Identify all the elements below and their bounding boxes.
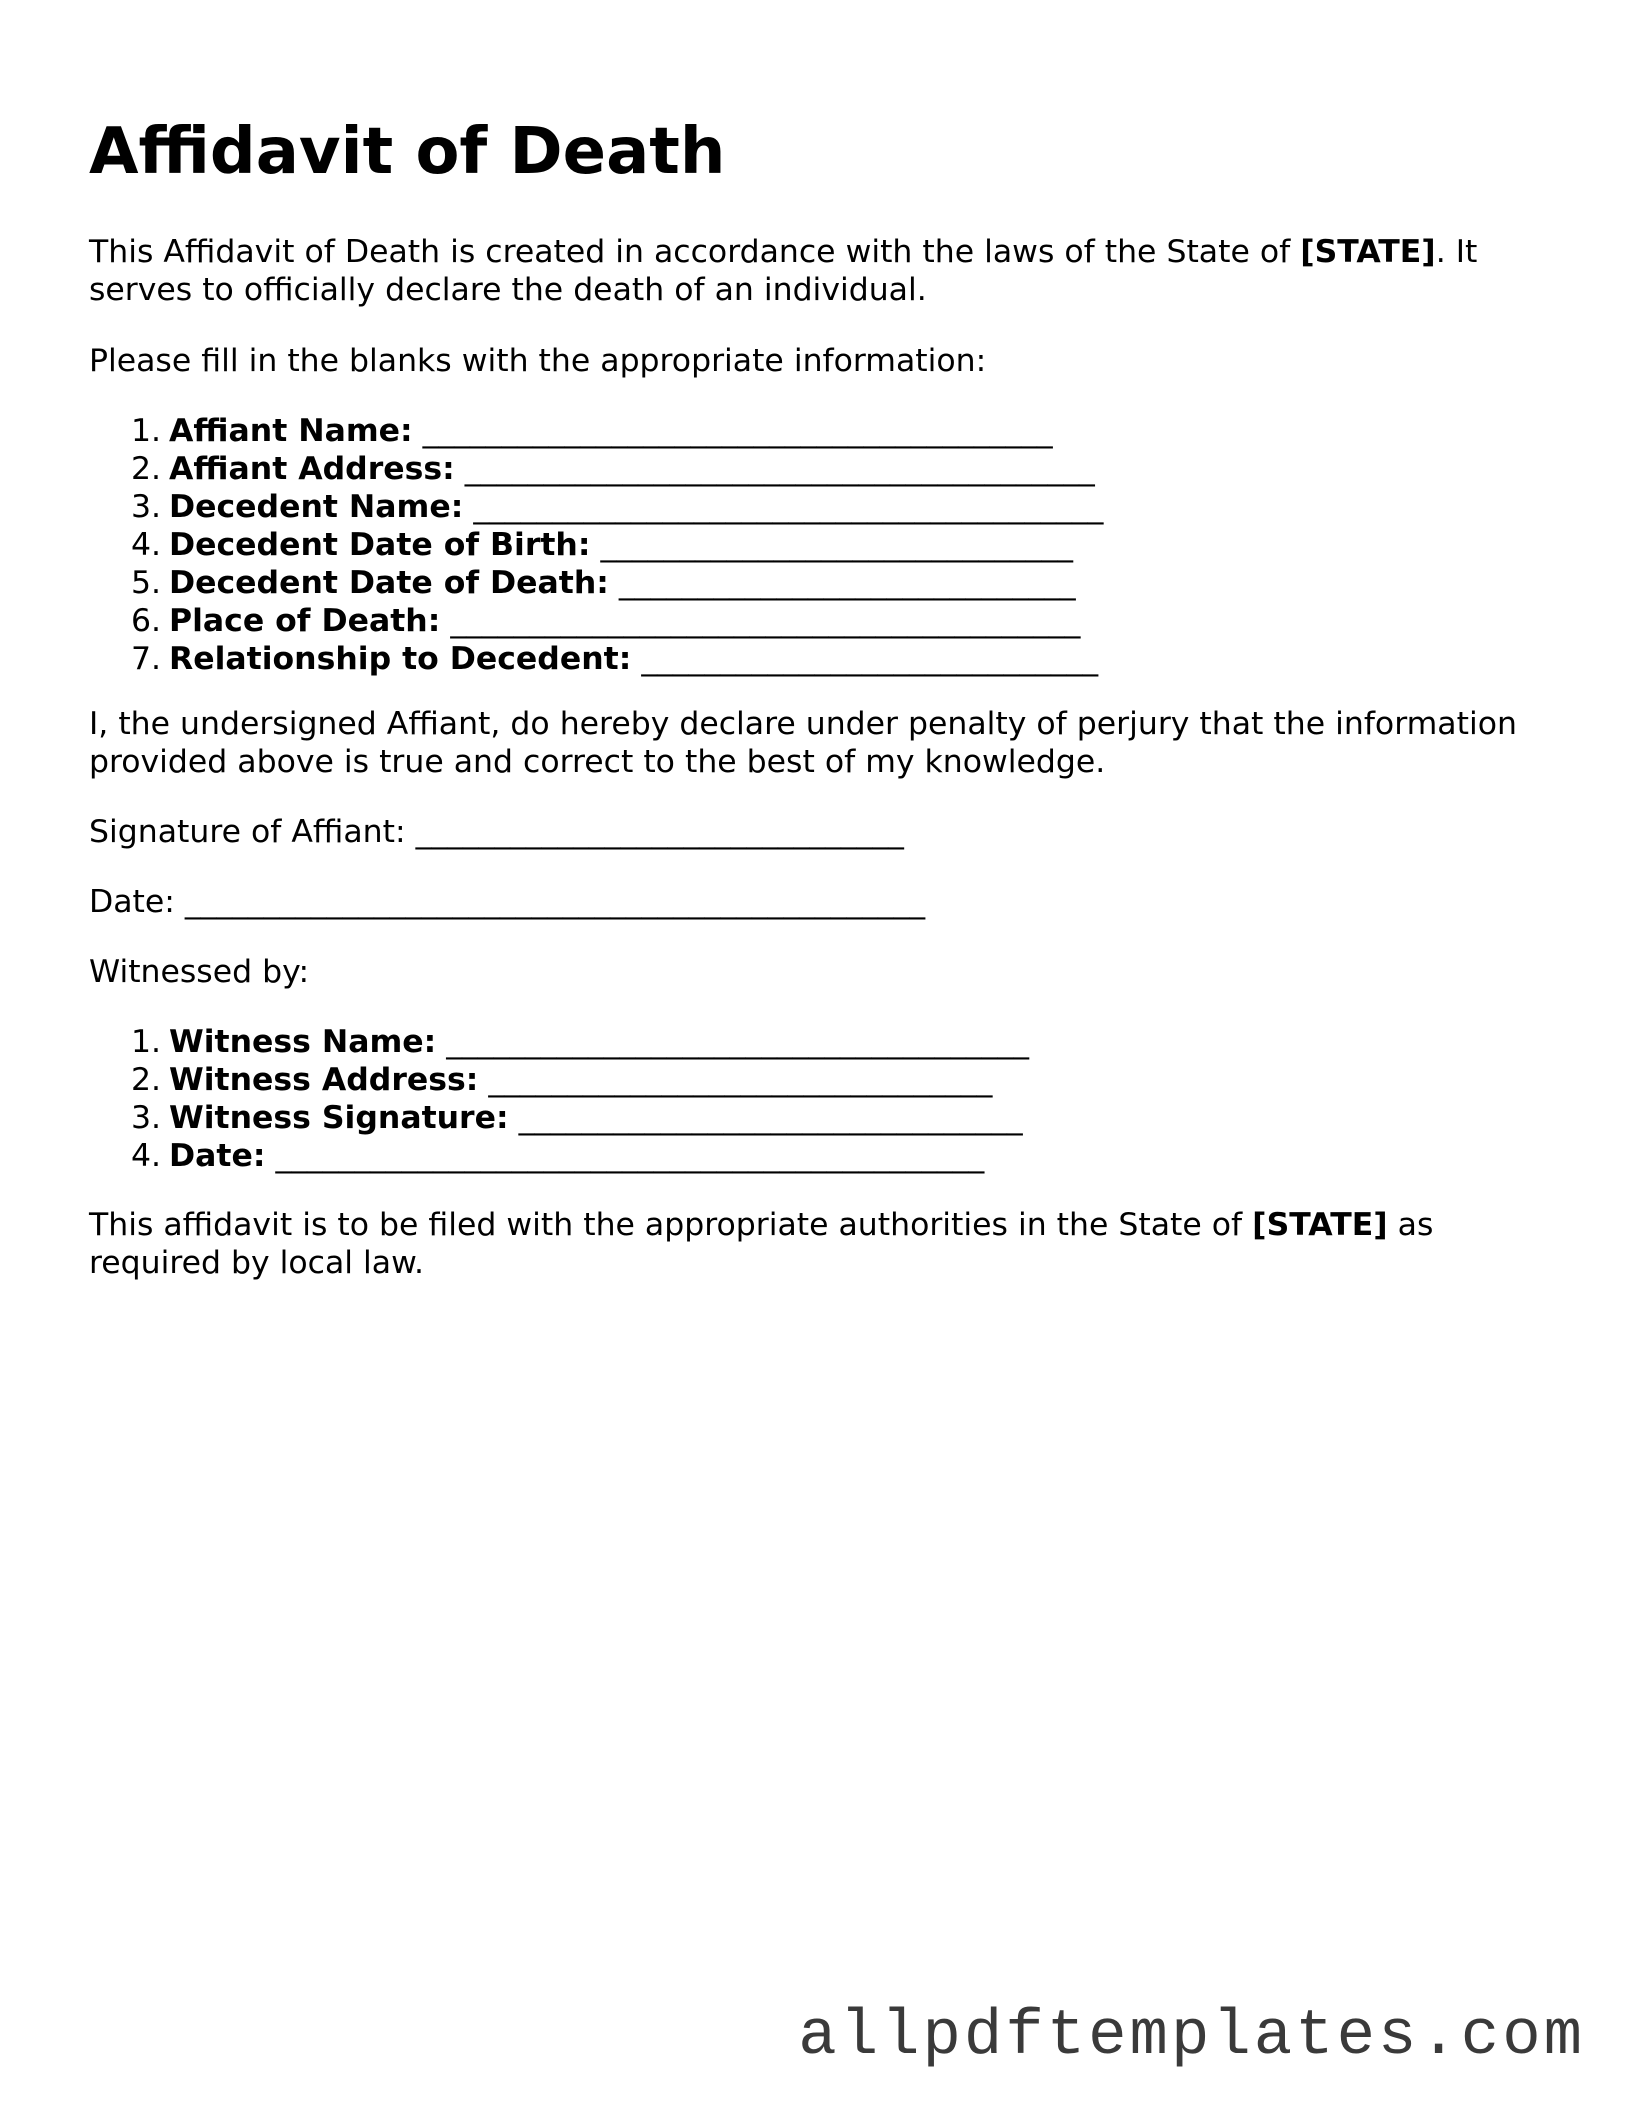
- date-label: Date:: [89, 884, 175, 920]
- field-label: Witness Signature:: [169, 1100, 509, 1136]
- intro-state-placeholder: [STATE]: [1300, 234, 1436, 270]
- list-number: 6.: [130, 603, 161, 639]
- list-number: 5.: [130, 565, 161, 601]
- signature-line: [89, 813, 1569, 851]
- document-title: Affidavit of Death: [89, 115, 726, 189]
- closing-state-placeholder: [STATE]: [1252, 1207, 1388, 1243]
- field-label: Decedent Date of Death:: [169, 565, 609, 601]
- field-label: Relationship to Decedent:: [169, 641, 632, 677]
- field-label: Affiant Address:: [169, 451, 455, 487]
- fill-blank[interactable]: ________________________________: [488, 1062, 993, 1098]
- field-label: Date:: [169, 1138, 266, 1174]
- fill-blank[interactable]: ______________________________: [600, 527, 1073, 563]
- fill-blank[interactable]: ________________________________________: [464, 451, 1095, 487]
- field-witness-date: [89, 1137, 1029, 1175]
- signature-blank[interactable]: _______________________________: [415, 814, 904, 850]
- list-number: 2.: [130, 1062, 161, 1098]
- witnessed-by-label: Witnessed by:: [89, 954, 310, 990]
- fill-blank[interactable]: ________________________________________: [422, 413, 1053, 449]
- fill-blank[interactable]: _____________________________________________: [275, 1138, 985, 1174]
- intro-paragraph: [89, 233, 1569, 309]
- closing-paragraph: [89, 1206, 1569, 1282]
- field-label: Witness Name:: [169, 1024, 437, 1060]
- field-decedent-dod: [89, 564, 1103, 602]
- list-number: 1.: [130, 413, 161, 449]
- field-label: Decedent Date of Birth:: [169, 527, 591, 563]
- date-line: [89, 883, 1569, 921]
- field-affiant-address: [89, 450, 1103, 488]
- closing-text-before: This affidavit is to be filed with the appropriate authorities in the State of: [89, 1207, 1253, 1243]
- field-relationship: [89, 640, 1103, 678]
- affiant-fields-list: [89, 412, 1103, 678]
- field-witness-signature: [89, 1099, 1029, 1137]
- fill-blank[interactable]: ________________________________: [518, 1100, 1023, 1136]
- field-witness-name: [89, 1023, 1029, 1061]
- list-number: 7.: [130, 641, 161, 677]
- fill-blank[interactable]: _____________________________: [641, 641, 1099, 677]
- fill-blank[interactable]: ________________________________________: [473, 489, 1104, 525]
- instructions-text: Please fill in the blanks with the appropriate information:: [89, 343, 987, 379]
- signature-label: Signature of Affiant:: [89, 814, 406, 850]
- fill-blank[interactable]: _____________________________________: [446, 1024, 1030, 1060]
- intro-text-before: This Affidavit of Death is created in accordance with the laws of the State of: [89, 234, 1301, 270]
- field-label: Place of Death:: [169, 603, 441, 639]
- field-label: Affiant Name:: [169, 413, 413, 449]
- field-witness-address: [89, 1061, 1029, 1099]
- list-number: 3.: [130, 1100, 161, 1136]
- list-number: 3.: [130, 489, 161, 525]
- list-number: 4.: [130, 1138, 161, 1174]
- list-number: 4.: [130, 527, 161, 563]
- site-watermark: allpdftemplates.com: [798, 2001, 1585, 2073]
- field-decedent-name: [89, 488, 1103, 526]
- intro-text-after: . It serves to officially declare the death of an individual.: [89, 234, 1478, 308]
- field-place-of-death: [89, 602, 1103, 640]
- field-decedent-dob: [89, 526, 1103, 564]
- declaration-paragraph: I, the undersigned Affiant, do hereby declare under penalty of perjury that the information provided above is true and correct to the best of my knowledge.: [89, 706, 1517, 780]
- fill-blank[interactable]: ________________________________________: [450, 603, 1081, 639]
- witness-fields-list: [89, 1023, 1029, 1175]
- field-affiant-name: [89, 412, 1103, 450]
- date-blank[interactable]: _______________________________________________: [184, 884, 926, 920]
- field-label: Decedent Name:: [169, 489, 464, 525]
- list-number: 2.: [130, 451, 161, 487]
- field-label: Witness Address:: [169, 1062, 479, 1098]
- closing-text-after: as required by local law.: [89, 1207, 1434, 1281]
- fill-blank[interactable]: _____________________________: [618, 565, 1076, 601]
- list-number: 1.: [130, 1024, 161, 1060]
